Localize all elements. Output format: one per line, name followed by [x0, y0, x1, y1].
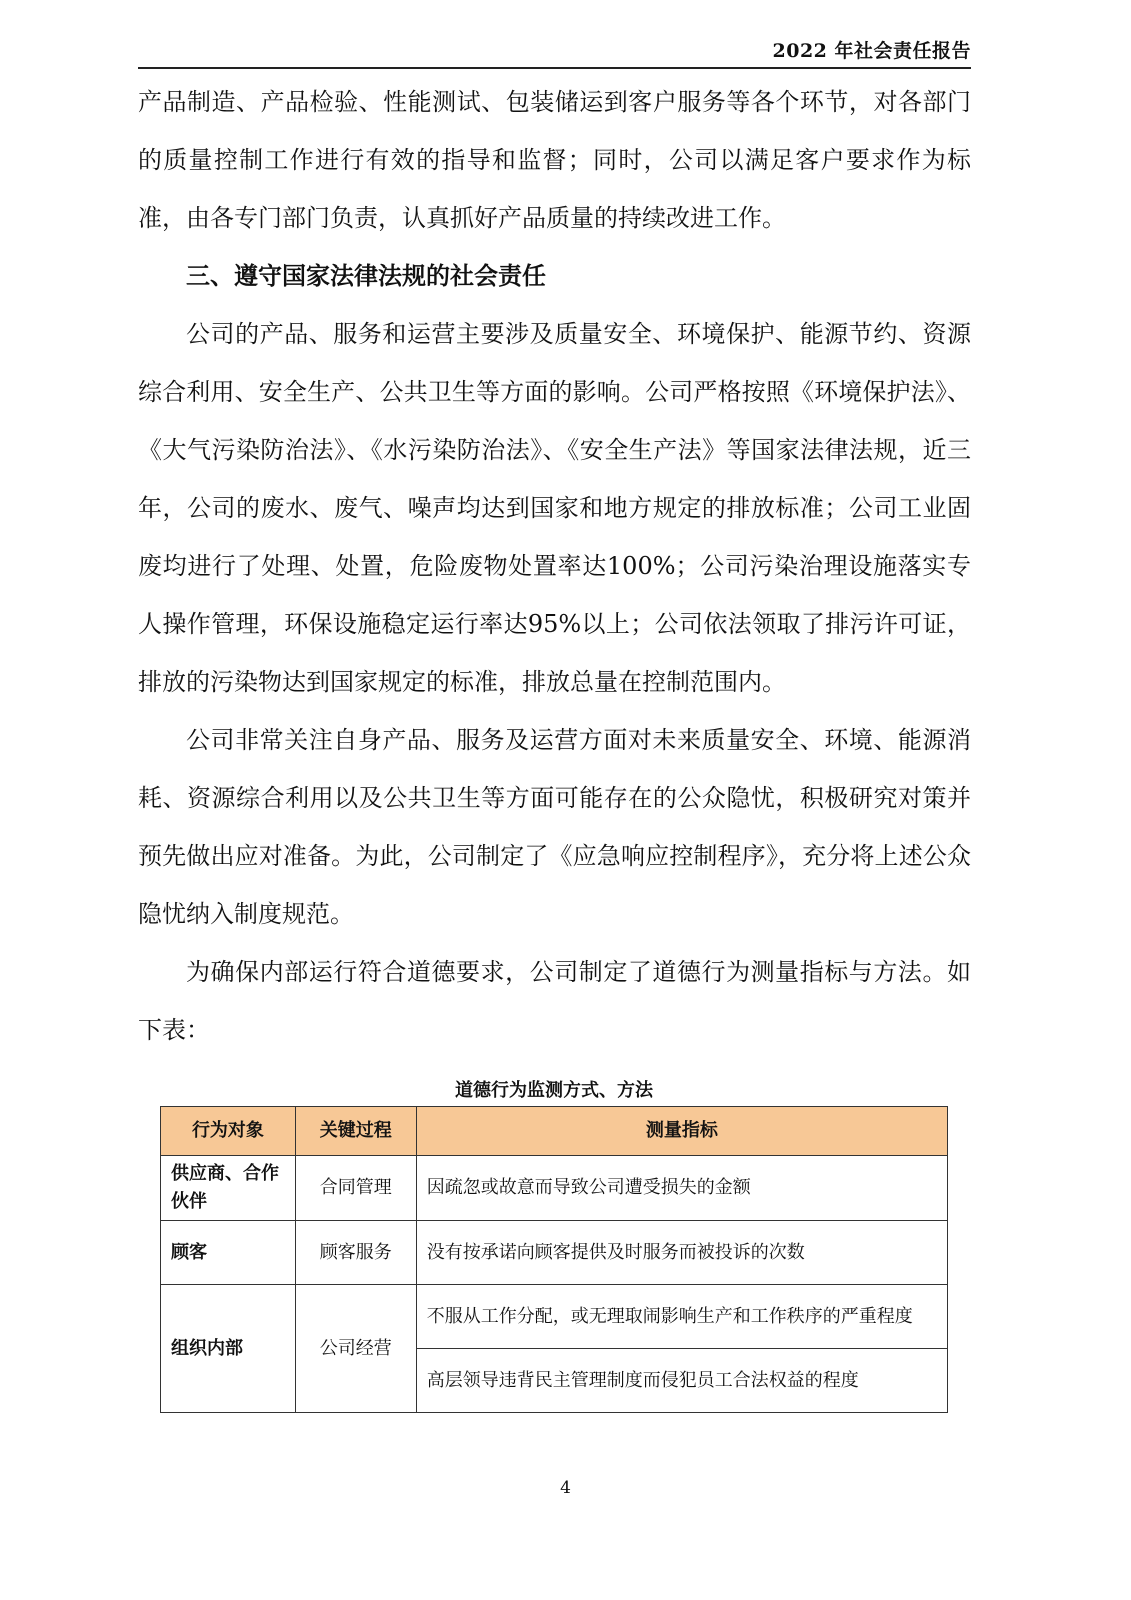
cell-object: 组织内部: [161, 1285, 296, 1413]
table-row: [161, 1285, 948, 1349]
column-header-indicator: 测量指标: [416, 1107, 947, 1156]
table-header-row: [161, 1107, 948, 1156]
cell-process: 合同管理: [295, 1156, 416, 1221]
paragraph-ethics-intro: 为确保内部运行符合道德要求，公司制定了道德行为测量指标与方法。如下表：: [138, 958, 971, 1044]
table-row: [161, 1221, 948, 1285]
table-row: [161, 1156, 948, 1221]
paragraph-quality-control: 产品制造、产品检验、性能测试、包装储运到客户服务等各个环节，对各部门的质量控制工作进行有效的指导和监督；同时，公司以满足客户要求作为标准，由各专门部门负责，认真抓好产品质量的持续改进工作。: [138, 88, 971, 232]
cell-indicator: 高层领导违背民主管理制度而侵犯员工合法权益的程度: [416, 1349, 947, 1413]
report-body: [138, 73, 971, 1059]
cell-indicator: 因疏忽或故意而导致公司遭受损失的金额: [416, 1156, 947, 1221]
cell-object: 供应商、合作伙伴: [161, 1156, 296, 1221]
cell-process: 顾客服务: [295, 1221, 416, 1285]
section-heading: 三、遵守国家法律法规的社会责任: [186, 261, 546, 290]
cell-process: 公司经营: [295, 1285, 416, 1413]
page-number: 4: [560, 1478, 571, 1498]
cell-indicator: 不服从工作分配，或无理取闹影响生产和工作秩序的严重程度: [416, 1285, 947, 1349]
column-header-process: 关键过程: [295, 1107, 416, 1156]
ethics-monitoring-table: [160, 1106, 948, 1413]
column-header-object: 行为对象: [161, 1107, 296, 1156]
cell-indicator: 没有按承诺向顾客提供及时服务而被投诉的次数: [416, 1221, 947, 1285]
header-divider: [138, 67, 971, 69]
paragraph-public-concerns: 公司非常关注自身产品、服务及运营方面对未来质量安全、环境、能源消耗、资源综合利用以及公共卫生等方面可能存在的公众隐忧，积极研究对策并预先做出应对准备。为此，公司制定了《应急响应控制程序》，充分将上述公众隐忧纳入制度规范。: [138, 726, 971, 928]
paragraph-legal-compliance: 公司的产品、服务和运营主要涉及质量安全、环境保护、能源节约、资源综合利用、安全生产、公共卫生等方面的影响。公司严格按照《环境保护法》、《大气污染防治法》、《水污染防治法》、《安全生产法》等国家法律法规，近三年，公司的废水、废气、噪声均达到国家和地方规定的排放标准；公司工业固废均进行了处理、处置，危险废物处置率达100%；公司污染治理设施落实专人操作管理，环保设施稳定运行率达95%以上；公司依法领取了排污许可证，排放的污染物达到国家规定的标准，排放总量在控制范围内。: [138, 320, 971, 696]
cell-object: 顾客: [161, 1221, 296, 1285]
table-caption: 道德行为监测方式、方法: [455, 1080, 653, 1101]
report-header-title: 2022 年社会责任报告: [772, 40, 971, 62]
